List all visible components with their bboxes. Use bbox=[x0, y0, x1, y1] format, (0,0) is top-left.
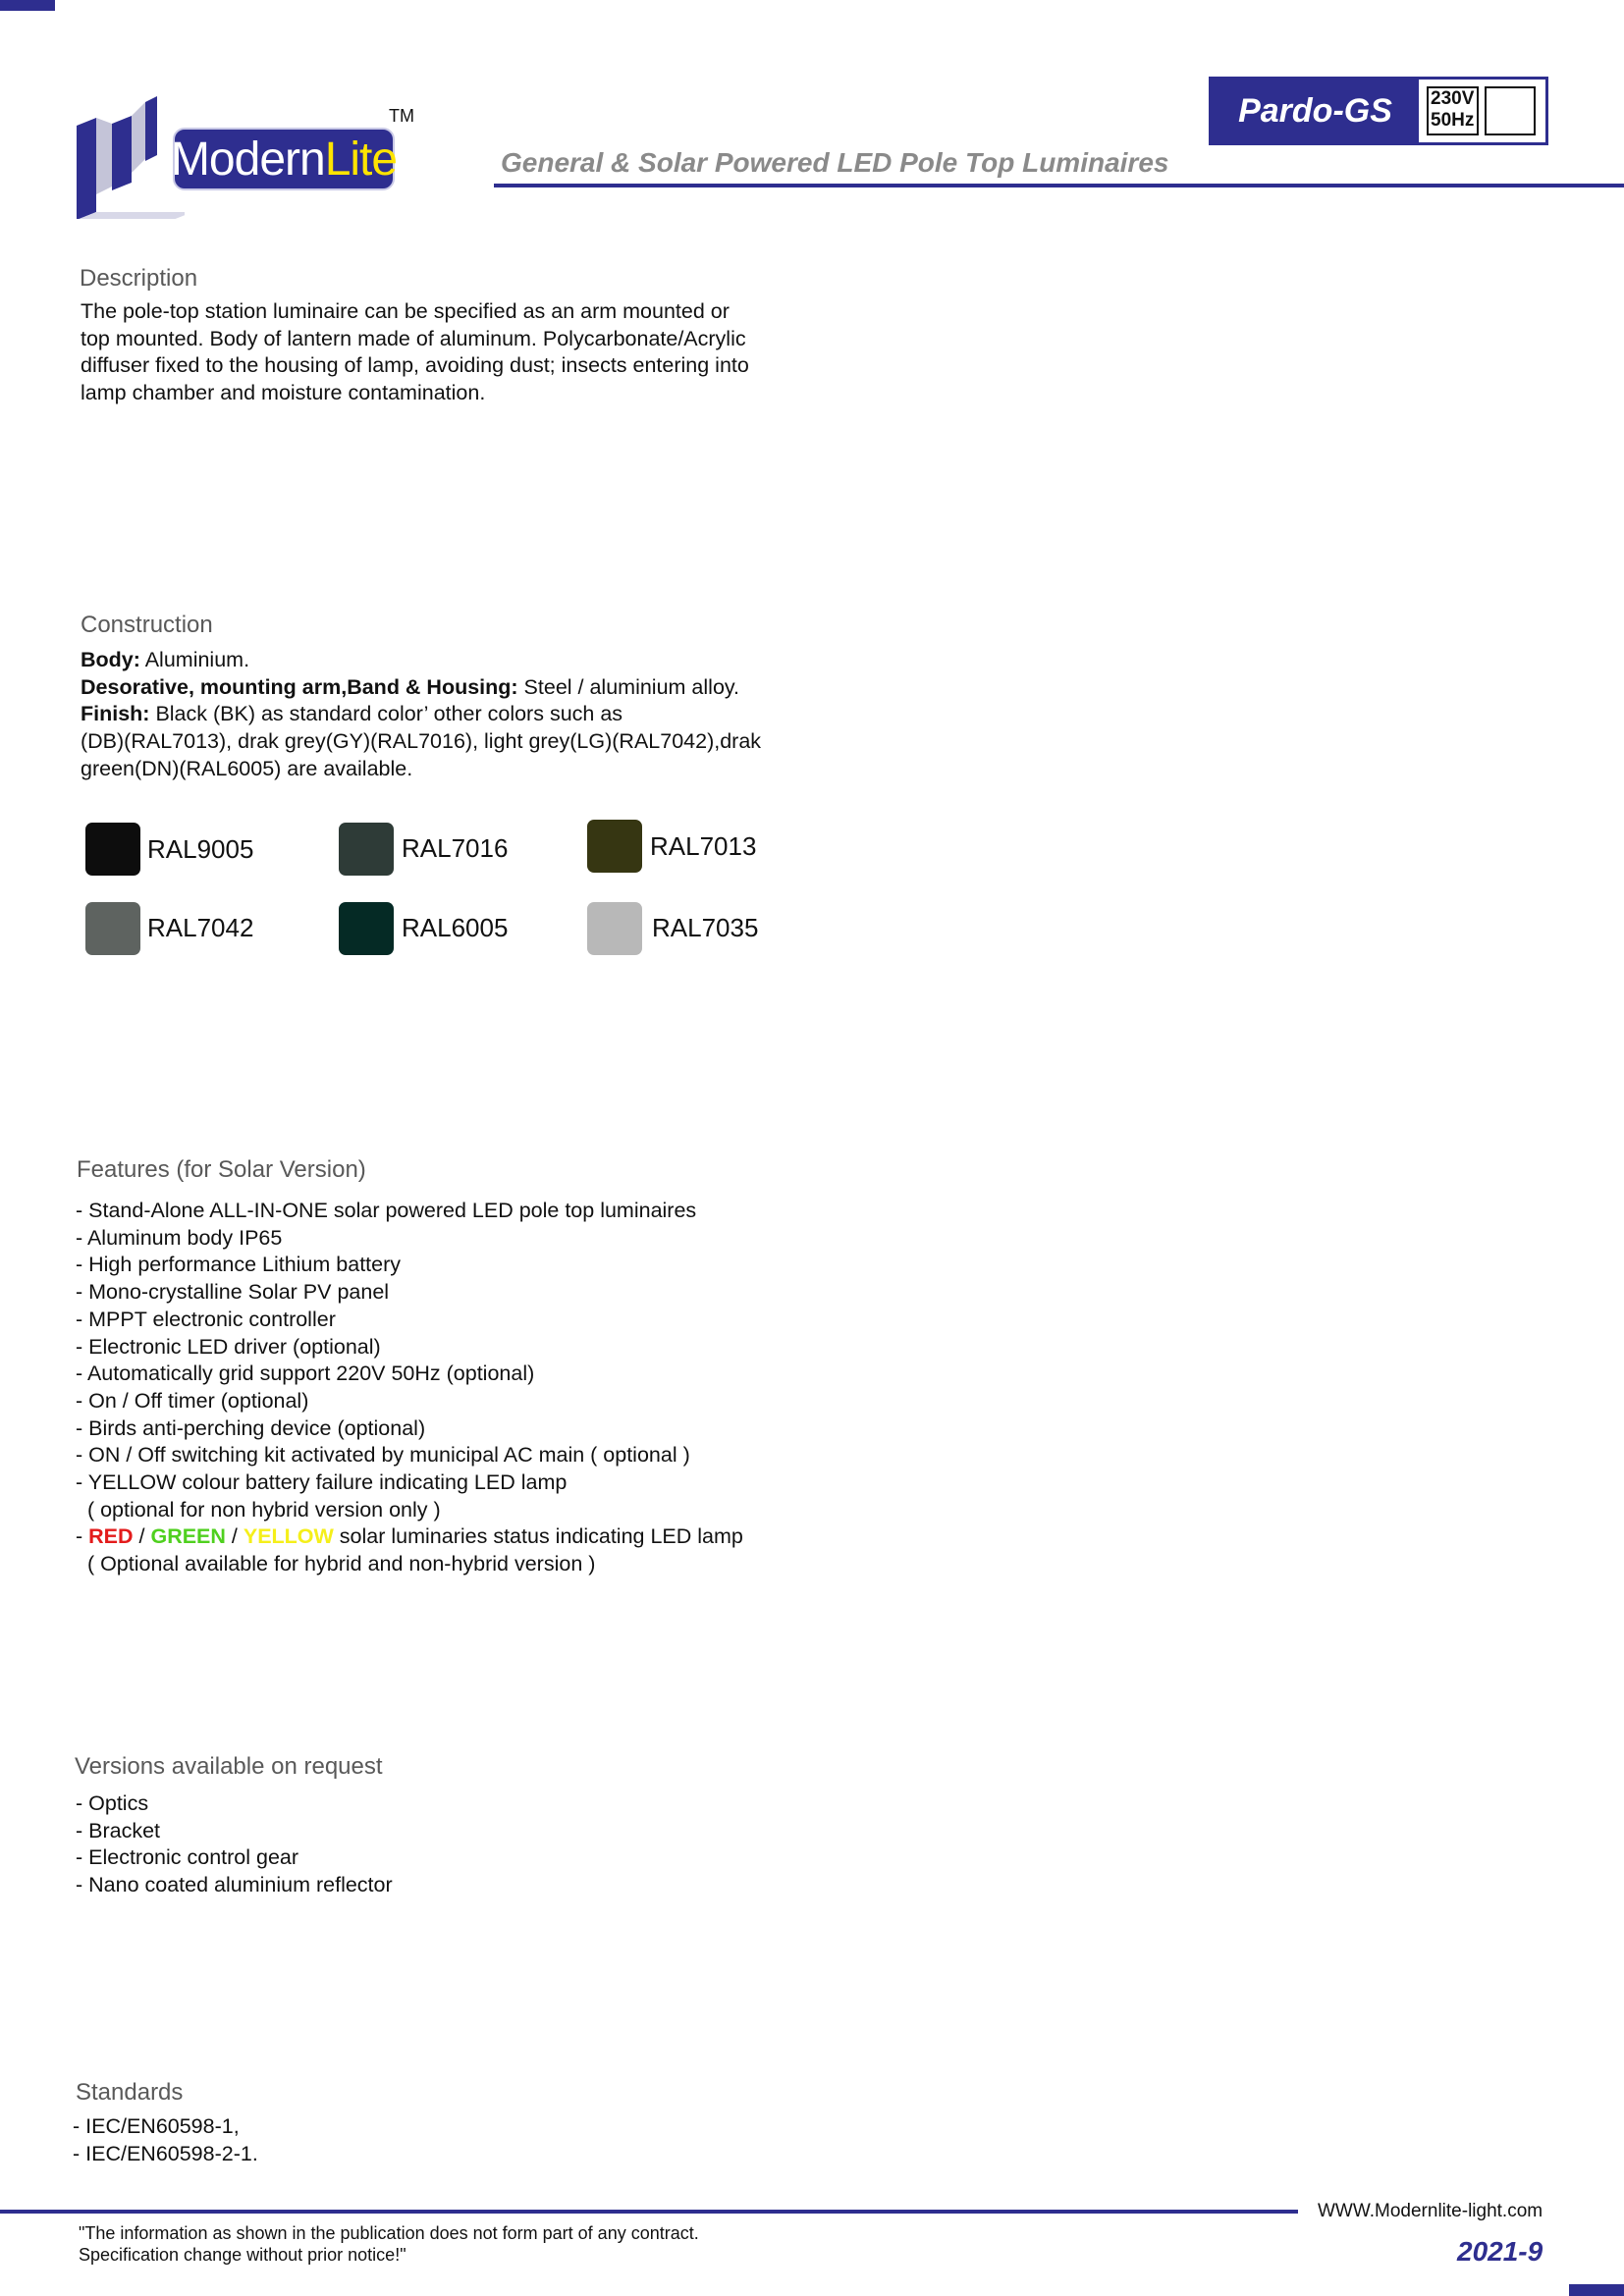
standard-item: - IEC/EN60598-2-1. bbox=[73, 2141, 258, 2165]
version-item: - Electronic control gear bbox=[76, 1845, 299, 1870]
status-red: RED bbox=[88, 1524, 134, 1549]
frequency-value: 50Hz bbox=[1431, 110, 1475, 131]
mount-value: Steel / aluminium alloy. bbox=[517, 674, 740, 699]
corner-accent-top bbox=[0, 0, 55, 11]
trademark-mark: TM bbox=[389, 106, 414, 126]
color-swatch-ral7042 bbox=[85, 902, 140, 955]
construction-mount bbox=[81, 674, 827, 702]
features-title: Features (for Solar Version) bbox=[77, 1156, 366, 1183]
status-suffix: solar luminaries status indicating LED lamp bbox=[333, 1524, 743, 1549]
feature-item: - ON / Off switching kit activated by municipal AC main ( optional ) bbox=[76, 1443, 690, 1468]
feature-item: ( Optional available for hybrid and non-hybrid version ) bbox=[76, 1552, 596, 1576]
mount-label: Desorative, mounting arm,Band & Housing: bbox=[81, 674, 518, 699]
publication-date: 2021-9 bbox=[1457, 2236, 1543, 2267]
versions-list bbox=[76, 1790, 393, 1899]
features-list bbox=[76, 1198, 861, 1578]
description-line: diffuser fixed to the housing of lamp, avoiding dust; insects entering into bbox=[81, 353, 749, 378]
logo-bars-icon bbox=[77, 96, 185, 219]
status-green: GREEN bbox=[150, 1524, 226, 1549]
feature-item: - Electronic LED driver (optional) bbox=[76, 1334, 381, 1359]
swatch-label: RAL9005 bbox=[147, 834, 254, 864]
voltage-box bbox=[1427, 86, 1479, 135]
feature-item: - Birds anti-perching device (optional) bbox=[76, 1415, 426, 1440]
disclaimer-line: Specification change without prior notice!" bbox=[79, 2245, 406, 2265]
versions-title: Versions available on request bbox=[75, 1753, 383, 1780]
description-text bbox=[81, 298, 807, 407]
feature-item: - Automatically grid support 220V 50Hz (optional) bbox=[76, 1362, 535, 1386]
logo-wordmark bbox=[170, 128, 398, 190]
footer-divider bbox=[0, 2210, 1298, 2214]
blank-icon-box bbox=[1485, 86, 1536, 135]
construction-body bbox=[81, 647, 827, 674]
color-swatch-ral7035 bbox=[587, 902, 642, 955]
logo-modern-text: Modern bbox=[170, 133, 325, 186]
feature-item: - On / Off timer (optional) bbox=[76, 1388, 309, 1413]
feature-item: ( optional for non hybrid version only ) bbox=[76, 1497, 441, 1522]
modernlite-logo bbox=[77, 96, 420, 219]
swatch-label: RAL7016 bbox=[402, 833, 509, 863]
color-swatch-ral7013 bbox=[587, 820, 642, 873]
standard-item: - IEC/EN60598-1, bbox=[73, 2114, 240, 2138]
standards-title: Standards bbox=[76, 2079, 184, 2106]
finish-line: green(DN)(RAL6005) are available. bbox=[81, 756, 413, 780]
status-separator: / bbox=[225, 1524, 244, 1549]
disclaimer bbox=[79, 2222, 699, 2266]
status-prefix: - bbox=[76, 1524, 89, 1549]
color-swatch-ral6005 bbox=[339, 902, 394, 955]
model-badge bbox=[1209, 77, 1548, 145]
version-item: - Optics bbox=[76, 1791, 149, 1815]
description-line: lamp chamber and moisture contamination. bbox=[81, 381, 486, 405]
finish-line: (DB)(RAL7013), drak grey(GY)(RAL7016), light grey(LG)(RAL7042),drak bbox=[81, 729, 762, 754]
body-value: Aluminium. bbox=[139, 648, 250, 671]
model-name: Pardo-GS bbox=[1212, 80, 1419, 142]
feature-item: - Mono-crystalline Solar PV panel bbox=[76, 1280, 390, 1305]
disclaimer-line: "The information as shown in the publication does not form part of any contract. bbox=[79, 2223, 699, 2243]
header-divider bbox=[494, 184, 1624, 187]
version-item: - Nano coated aluminium reflector bbox=[76, 1873, 393, 1897]
swatch-label: RAL6005 bbox=[402, 913, 509, 942]
swatch-label: RAL7013 bbox=[650, 831, 757, 861]
construction-title: Construction bbox=[81, 612, 213, 638]
status-separator: / bbox=[133, 1524, 151, 1549]
swatch-label: RAL7042 bbox=[147, 913, 254, 942]
feature-item: - YELLOW colour battery failure indicating LED lamp bbox=[76, 1470, 568, 1495]
swatch-label: RAL7035 bbox=[652, 913, 759, 942]
feature-item: - Stand-Alone ALL-IN-ONE solar powered LED pole top luminaires bbox=[76, 1199, 697, 1222]
description-title: Description bbox=[80, 265, 198, 292]
feature-item: - MPPT electronic controller bbox=[76, 1307, 336, 1331]
construction-finish bbox=[81, 701, 827, 728]
standards-list bbox=[73, 2113, 258, 2167]
finish-label: Finish: bbox=[81, 702, 150, 726]
feature-item: - Aluminum body IP65 bbox=[76, 1225, 283, 1250]
description-line: top mounted. Body of lantern made of aluminum. Polycarbonate/Acrylic bbox=[81, 326, 746, 350]
color-swatch-ral7016 bbox=[339, 823, 394, 876]
page-subtitle: General & Solar Powered LED Pole Top Luminaires bbox=[501, 147, 1169, 178]
website-link[interactable]: WWW.Modernlite-light.com bbox=[1318, 2201, 1543, 2221]
version-item: - Bracket bbox=[76, 1818, 161, 1842]
color-swatch-ral9005 bbox=[85, 823, 140, 876]
voltage-value: 230V bbox=[1431, 88, 1475, 109]
corner-accent-bottom bbox=[1569, 2284, 1624, 2296]
logo-lite-text: Lite bbox=[324, 133, 398, 186]
feature-item: - High performance Lithium battery bbox=[76, 1253, 402, 1277]
status-yellow: YELLOW bbox=[243, 1524, 334, 1549]
description-line: The pole-top station luminaire can be specified as an arm mounted or bbox=[81, 299, 730, 323]
body-label: Body: bbox=[81, 648, 140, 671]
feature-item-status-lamp bbox=[76, 1523, 861, 1551]
finish-value: Black (BK) as standard color’ other colors such as bbox=[149, 702, 623, 726]
construction-text bbox=[81, 647, 827, 783]
